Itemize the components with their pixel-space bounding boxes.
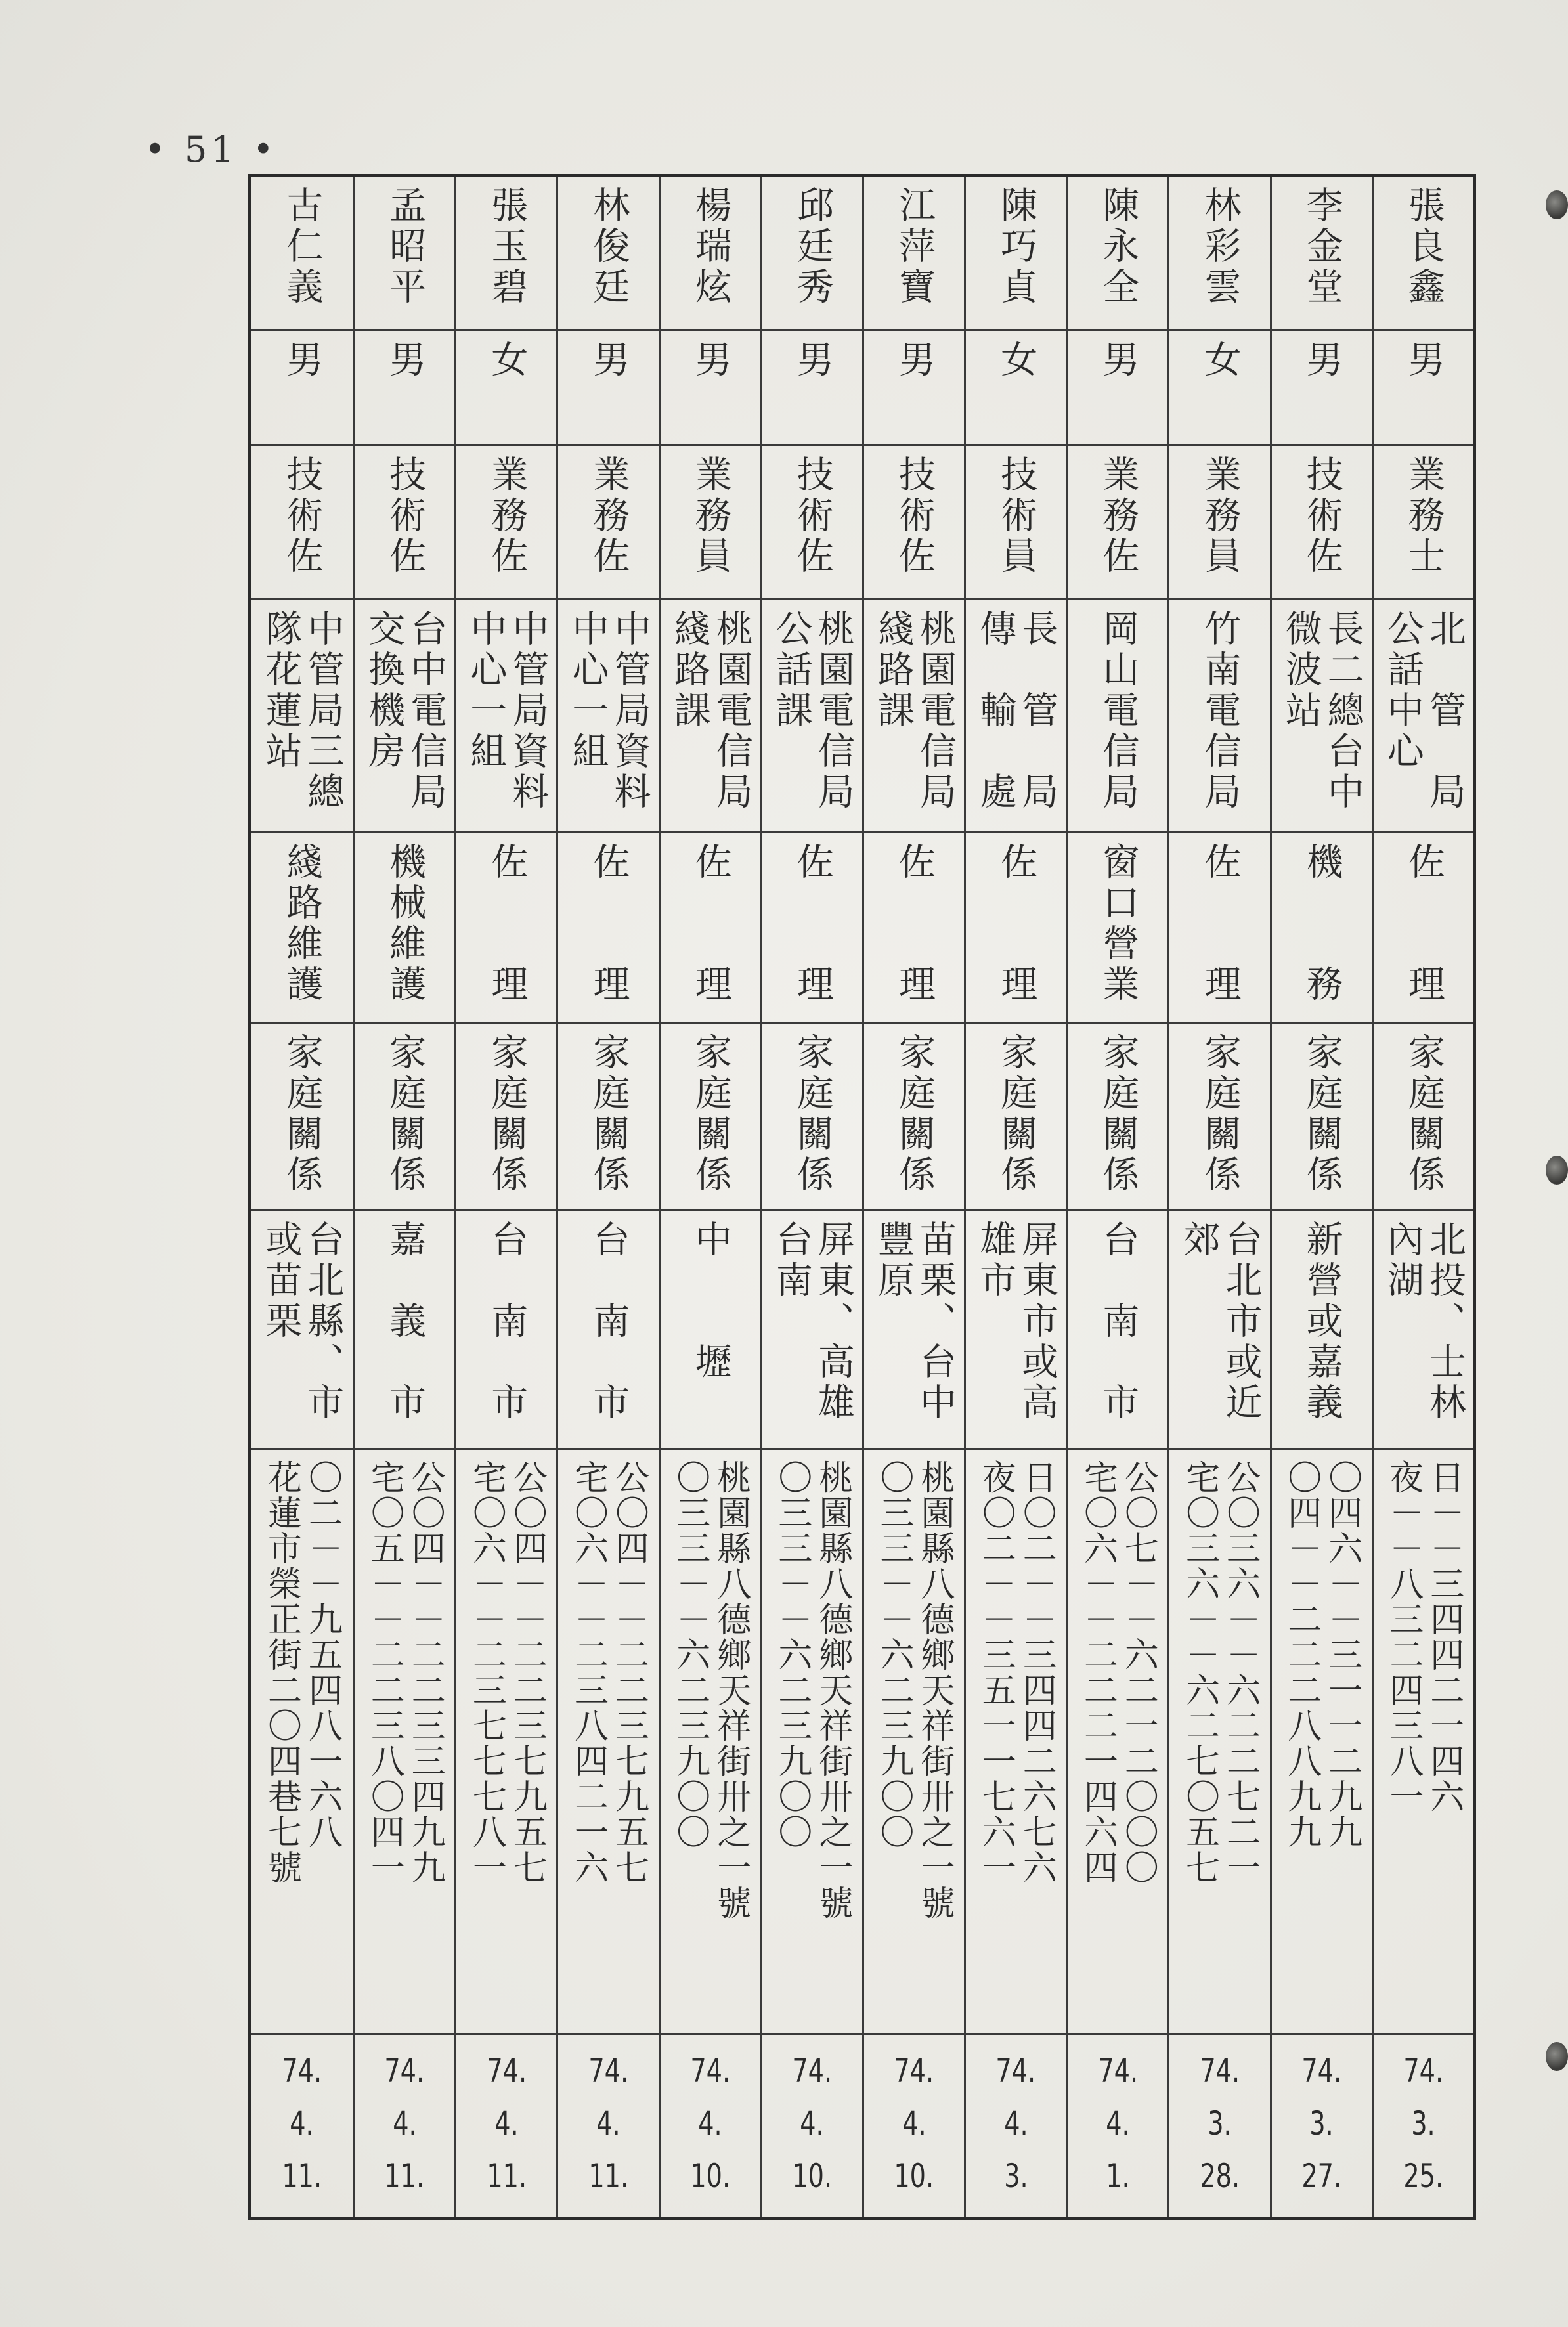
date-part: 4. — [1003, 2104, 1028, 2142]
unit-line: 交換機房 — [362, 609, 406, 772]
date-cell — [966, 2035, 1066, 2217]
place-cell — [661, 1211, 760, 1450]
sex-cell — [1272, 331, 1372, 446]
place-cell — [1169, 1211, 1269, 1450]
job-text: 佐 理 — [791, 842, 834, 1005]
title-cell — [966, 446, 1066, 600]
address-line: 公〇四－－二二三三四九九 — [405, 1460, 445, 1885]
job-cell — [1374, 833, 1473, 1024]
address-line: 花蓮市榮正街二〇四巷七號 — [261, 1460, 301, 1885]
binder-hole — [1546, 190, 1568, 219]
name-text: 林彩雲 — [1198, 186, 1242, 308]
job-text: 綫路維護 — [280, 842, 324, 1005]
sex-text: 男 — [1402, 340, 1445, 381]
place-cell — [456, 1211, 556, 1450]
title-cell — [456, 446, 556, 600]
date-part: 74. — [1301, 2052, 1342, 2090]
address-line: 公〇四－－二二三七九五七 — [609, 1460, 649, 1885]
table-row — [1167, 177, 1269, 2217]
date-part: 4. — [800, 2104, 825, 2142]
sex-text: 男 — [1300, 340, 1343, 381]
address-line: 夜〇二－－三五一一七六一 — [976, 1460, 1016, 1885]
name-cell — [1068, 177, 1167, 331]
unit-line: 長二總台中 — [1321, 609, 1364, 813]
name-cell — [251, 177, 353, 331]
name-text: 陳永全 — [1097, 186, 1140, 308]
date-part: 4. — [392, 2104, 417, 2142]
title-text: 技術佐 — [893, 455, 936, 577]
job-cell — [1169, 833, 1269, 1024]
name-cell — [864, 177, 964, 331]
sex-text: 女 — [995, 340, 1038, 381]
title-cell — [864, 446, 964, 600]
place-cell — [966, 1211, 1066, 1450]
name-text: 李金堂 — [1300, 186, 1343, 308]
address-line: 宅〇六－－二三七七七八一 — [466, 1460, 506, 1885]
place-line: 台 南 市 — [485, 1220, 529, 1424]
name-cell — [456, 177, 556, 331]
address-line: 桃園縣八德鄉天祥街卅之一號 — [710, 1460, 751, 1921]
title-text: 技術員 — [995, 455, 1038, 577]
date-part: 11. — [486, 2157, 527, 2195]
address-line: 宅〇六－－二三八四二一六 — [568, 1460, 608, 1885]
date-part: 3. — [1309, 2104, 1334, 2142]
job-cell — [558, 833, 658, 1024]
reason-cell — [456, 1024, 556, 1211]
address-line: 桃園縣八德鄉天祥街卅之一號 — [915, 1460, 955, 1921]
job-cell — [762, 833, 862, 1024]
place-cell — [355, 1211, 454, 1450]
title-text: 技術佐 — [791, 455, 834, 577]
reason-cell — [966, 1024, 1066, 1211]
date-part: 28. — [1200, 2157, 1240, 2195]
date-part: 74. — [1200, 2052, 1240, 2090]
reason-text: 家庭關係 — [1097, 1033, 1140, 1196]
title-text: 技術佐 — [383, 455, 427, 577]
unit-line: 綫路課 — [872, 609, 915, 731]
binder-hole — [1546, 1156, 1568, 1185]
table-row — [556, 177, 658, 2217]
date-cell — [558, 2035, 658, 2217]
sex-cell — [966, 331, 1066, 446]
reason-text: 家庭關係 — [689, 1033, 732, 1196]
unit-line: 隊花蓮站 — [259, 609, 303, 772]
unit-cell — [864, 600, 964, 833]
unit-line: 桃園電信局 — [914, 609, 957, 813]
date-part: 4. — [698, 2104, 722, 2142]
reason-text: 家庭關係 — [1198, 1033, 1242, 1196]
title-text: 業務員 — [689, 455, 732, 577]
sex-cell — [762, 331, 862, 446]
sex-text: 男 — [383, 340, 427, 381]
date-part: 74. — [1098, 2052, 1138, 2090]
name-text: 古仁義 — [280, 186, 324, 308]
place-line: 內湖 — [1381, 1220, 1424, 1301]
unit-cell — [762, 600, 862, 833]
address-line: 〇三三－－六二三九〇〇 — [772, 1460, 812, 1850]
table-row — [251, 177, 353, 2217]
reason-cell — [1068, 1024, 1167, 1211]
reason-cell — [864, 1024, 964, 1211]
date-part: 74. — [690, 2052, 731, 2090]
reason-text: 家庭關係 — [485, 1033, 529, 1196]
place-line: 中 壢 — [689, 1220, 732, 1383]
title-text: 業務佐 — [485, 455, 529, 577]
name-text: 孟昭平 — [383, 186, 427, 308]
title-text: 技術佐 — [280, 455, 324, 577]
unit-line: 桃園電信局 — [710, 609, 753, 813]
place-cell — [251, 1211, 353, 1450]
place-cell — [762, 1211, 862, 1450]
address-cell — [966, 1450, 1066, 2035]
address-cell — [355, 1450, 454, 2035]
title-text: 業務士 — [1402, 455, 1445, 577]
address-cell — [864, 1450, 964, 2035]
place-line: 台北市或近 — [1219, 1220, 1263, 1424]
sex-text: 男 — [689, 340, 732, 381]
name-cell — [355, 177, 454, 331]
date-part: 11. — [588, 2157, 628, 2195]
address-line: 桃園縣八德鄉天祥街卅之一號 — [812, 1460, 852, 1921]
date-cell — [1374, 2035, 1473, 2217]
table-row — [1270, 177, 1372, 2217]
date-part: 74. — [894, 2052, 934, 2090]
date-part: 11. — [384, 2157, 425, 2195]
address-line: 〇四－－二二二八八九九 — [1281, 1460, 1321, 1850]
title-cell — [251, 446, 353, 600]
unit-line: 中管局資料 — [506, 609, 550, 813]
unit-cell — [1272, 600, 1372, 833]
unit-line: 長 管 局 — [1016, 609, 1059, 813]
title-text: 業務佐 — [1097, 455, 1140, 577]
unit-line: 綫路課 — [668, 609, 711, 731]
unit-line: 中心一組 — [566, 609, 609, 772]
reason-cell — [1272, 1024, 1372, 1211]
unit-line: 微波站 — [1279, 609, 1322, 731]
sex-cell — [558, 331, 658, 446]
table-row — [862, 177, 964, 2217]
name-text: 張玉碧 — [485, 186, 529, 308]
address-cell — [762, 1450, 862, 2035]
sex-cell — [661, 331, 760, 446]
address-cell — [251, 1450, 353, 2035]
name-cell — [1169, 177, 1269, 331]
job-cell — [1272, 833, 1372, 1024]
place-cell — [1068, 1211, 1167, 1450]
title-cell — [558, 446, 658, 600]
table-row — [659, 177, 760, 2217]
unit-cell — [456, 600, 556, 833]
sex-text: 男 — [587, 340, 630, 381]
unit-cell — [661, 600, 760, 833]
sex-text: 男 — [791, 340, 834, 381]
address-cell — [558, 1450, 658, 2035]
sex-cell — [251, 331, 353, 446]
reason-cell — [762, 1024, 862, 1211]
date-cell — [355, 2035, 454, 2217]
address-line: 宅〇三六－－六二七〇五七 — [1179, 1460, 1219, 1885]
unit-cell — [558, 600, 658, 833]
unit-cell — [1068, 600, 1167, 833]
name-cell — [558, 177, 658, 331]
place-line: 豐原 — [872, 1220, 915, 1301]
sex-text: 男 — [893, 340, 936, 381]
unit-line: 公話中心 — [1381, 609, 1424, 772]
place-line: 苗栗、台中 — [914, 1220, 957, 1424]
address-cell — [1272, 1450, 1372, 2035]
title-text: 技術佐 — [1300, 455, 1343, 577]
address-cell — [1169, 1450, 1269, 2035]
date-part: 4. — [290, 2104, 314, 2142]
place-line: 台北縣、市 — [301, 1220, 345, 1424]
unit-cell — [251, 600, 353, 833]
address-cell — [456, 1450, 556, 2035]
job-text: 佐 理 — [587, 842, 630, 1005]
date-cell — [456, 2035, 556, 2217]
date-cell — [661, 2035, 760, 2217]
name-cell — [762, 177, 862, 331]
place-cell — [558, 1211, 658, 1450]
sex-text: 女 — [485, 340, 529, 381]
name-cell — [966, 177, 1066, 331]
address-line: 宅〇六－－二二二一四六四 — [1078, 1460, 1118, 1885]
date-part: 74. — [995, 2052, 1036, 2090]
title-text: 業務員 — [1198, 455, 1242, 577]
date-part: 25. — [1403, 2157, 1444, 2195]
sex-text: 男 — [280, 340, 324, 381]
address-line: 夜－－八三二四三八一 — [1383, 1460, 1423, 1814]
sex-cell — [864, 331, 964, 446]
reason-cell — [251, 1024, 353, 1211]
job-text: 佐 理 — [485, 842, 529, 1005]
reason-cell — [558, 1024, 658, 1211]
date-cell — [864, 2035, 964, 2217]
unit-line: 北 管 局 — [1423, 609, 1466, 813]
unit-line: 桃園電信局 — [812, 609, 855, 813]
date-part: 3. — [1411, 2104, 1436, 2142]
date-part: 3. — [1003, 2157, 1028, 2195]
place-cell — [864, 1211, 964, 1450]
title-cell — [355, 446, 454, 600]
unit-cell — [1374, 600, 1473, 833]
date-part: 10. — [894, 2157, 934, 2195]
date-part: 74. — [1403, 2052, 1444, 2090]
address-line: 〇二－－九五四八一六八 — [302, 1460, 342, 1850]
name-cell — [661, 177, 760, 331]
reason-cell — [1374, 1024, 1473, 1211]
reason-cell — [1169, 1024, 1269, 1211]
address-line: 宅〇五－－二二三八〇四一 — [364, 1460, 404, 1885]
unit-cell — [355, 600, 454, 833]
table-row — [1066, 177, 1167, 2217]
title-cell — [762, 446, 862, 600]
job-text: 佐 理 — [1402, 842, 1445, 1005]
binder-hole — [1546, 2042, 1568, 2071]
title-cell — [1169, 446, 1269, 600]
date-part: 74. — [588, 2052, 628, 2090]
unit-line: 公話課 — [770, 609, 813, 731]
date-cell — [1068, 2035, 1167, 2217]
name-text: 楊瑞炫 — [689, 186, 732, 308]
date-part: 74. — [486, 2052, 527, 2090]
reason-text: 家庭關係 — [995, 1033, 1038, 1196]
unit-cell — [1169, 600, 1269, 833]
reason-text: 家庭關係 — [383, 1033, 427, 1196]
title-text: 業務佐 — [587, 455, 630, 577]
job-cell — [661, 833, 760, 1024]
date-cell — [251, 2035, 353, 2217]
place-line: 新營或嘉義 — [1300, 1220, 1343, 1424]
sex-text: 男 — [1097, 340, 1140, 381]
place-line: 台 南 市 — [587, 1220, 630, 1424]
job-text: 機 務 — [1300, 842, 1343, 1005]
sex-cell — [1374, 331, 1473, 446]
sex-cell — [1169, 331, 1269, 446]
date-cell — [1169, 2035, 1269, 2217]
address-cell — [1068, 1450, 1167, 2035]
address-cell — [1374, 1450, 1473, 2035]
title-cell — [1068, 446, 1167, 600]
address-line: 日－－三四四二一四六 — [1424, 1460, 1464, 1814]
date-part: 74. — [282, 2052, 322, 2090]
job-text: 機械維護 — [383, 842, 427, 1005]
sex-cell — [355, 331, 454, 446]
table-row — [353, 177, 454, 2217]
title-cell — [661, 446, 760, 600]
reason-cell — [661, 1024, 760, 1211]
table-row — [760, 177, 862, 2217]
reason-text: 家庭關係 — [1402, 1033, 1445, 1196]
job-text: 佐 理 — [689, 842, 732, 1005]
address-line: 公〇七－－六二一二〇〇〇 — [1118, 1460, 1158, 1885]
title-cell — [1374, 446, 1473, 600]
sex-cell — [1068, 331, 1167, 446]
place-line: 屏東、高雄 — [812, 1220, 855, 1424]
job-cell — [1068, 833, 1167, 1024]
name-text: 林俊廷 — [587, 186, 630, 308]
page-number: • 51 • — [144, 129, 278, 170]
job-cell — [456, 833, 556, 1024]
place-line: 台 南 市 — [1097, 1220, 1140, 1424]
reason-text: 家庭關係 — [1300, 1033, 1343, 1196]
job-cell — [251, 833, 353, 1024]
reason-text: 家庭關係 — [280, 1033, 324, 1196]
unit-line: 傳 輸 處 — [974, 609, 1017, 813]
name-text: 邱廷秀 — [791, 186, 834, 308]
place-cell — [1374, 1211, 1473, 1450]
name-cell — [1272, 177, 1372, 331]
job-text: 窗口營業 — [1097, 842, 1140, 1005]
place-line: 北投、士林 — [1423, 1220, 1466, 1424]
job-cell — [864, 833, 964, 1024]
address-line: 公〇四－－二二三七九五七 — [507, 1460, 547, 1885]
address-line: 日〇二－－三四四二六七六 — [1016, 1460, 1056, 1885]
transfer-request-table — [248, 174, 1476, 2220]
table-row — [454, 177, 556, 2217]
reason-text: 家庭關係 — [791, 1033, 834, 1196]
place-line: 或苗栗 — [259, 1220, 303, 1342]
title-cell — [1272, 446, 1372, 600]
date-part: 74. — [384, 2052, 425, 2090]
job-cell — [355, 833, 454, 1024]
address-cell — [661, 1450, 760, 2035]
address-line: 〇四六－－三一一二九九 — [1322, 1460, 1362, 1850]
table-row — [1372, 177, 1473, 2217]
place-line: 嘉 義 市 — [383, 1220, 427, 1424]
date-part: 10. — [792, 2157, 833, 2195]
date-cell — [1272, 2035, 1372, 2217]
reason-text: 家庭關係 — [587, 1033, 630, 1196]
address-line: 〇三三－－六二三九〇〇 — [670, 1460, 710, 1850]
date-part: 11. — [282, 2157, 322, 2195]
place-cell — [1272, 1211, 1372, 1450]
reason-cell — [355, 1024, 454, 1211]
date-part: 4. — [1106, 2104, 1130, 2142]
date-part: 3. — [1208, 2104, 1232, 2142]
job-text: 佐 理 — [995, 842, 1038, 1005]
unit-line: 中管局資料 — [608, 609, 651, 813]
name-text: 江萍寶 — [893, 186, 936, 308]
unit-line: 中管局三總 — [301, 609, 345, 813]
place-line: 屏東市或高 — [1016, 1220, 1059, 1424]
place-line: 郊 — [1177, 1220, 1221, 1261]
job-text: 佐 理 — [893, 842, 936, 1005]
name-text: 陳巧貞 — [995, 186, 1038, 308]
unit-cell — [966, 600, 1066, 833]
date-part: 1. — [1106, 2157, 1130, 2195]
unit-line: 竹南電信局 — [1198, 609, 1242, 813]
unit-line: 中心一組 — [464, 609, 508, 772]
date-part: 10. — [690, 2157, 731, 2195]
date-part: 4. — [494, 2104, 519, 2142]
reason-text: 家庭關係 — [893, 1033, 936, 1196]
address-line: 公〇三六－－六二二七二一 — [1220, 1460, 1260, 1885]
address-line: 〇三三－－六二三九〇〇 — [874, 1460, 914, 1850]
date-part: 4. — [596, 2104, 621, 2142]
unit-line: 岡山電信局 — [1097, 609, 1140, 813]
unit-line: 台中電信局 — [404, 609, 448, 813]
date-part: 4. — [902, 2104, 926, 2142]
job-text: 佐 理 — [1198, 842, 1242, 1005]
date-part: 27. — [1301, 2157, 1342, 2195]
sex-cell — [456, 331, 556, 446]
name-cell — [1374, 177, 1473, 331]
place-line: 雄市 — [974, 1220, 1017, 1301]
sex-text: 女 — [1198, 340, 1242, 381]
table-row — [964, 177, 1066, 2217]
job-cell — [966, 833, 1066, 1024]
place-line: 台南 — [770, 1220, 813, 1301]
name-text: 張良鑫 — [1402, 186, 1445, 308]
date-part: 74. — [792, 2052, 833, 2090]
date-cell — [762, 2035, 862, 2217]
